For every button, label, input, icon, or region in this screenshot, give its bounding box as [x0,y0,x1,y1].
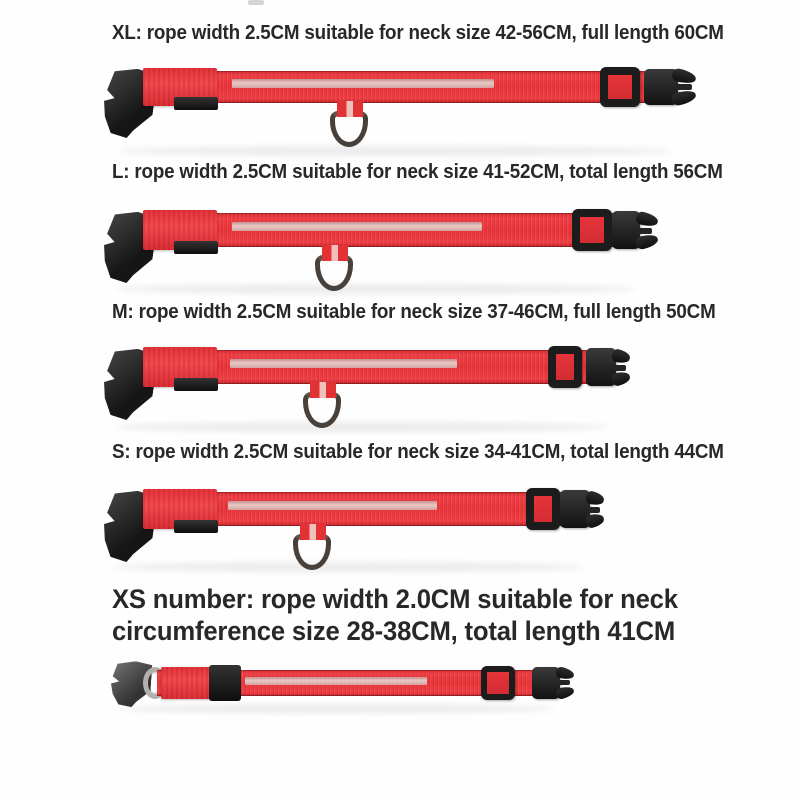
crop-artifact [248,0,264,5]
collar-photo-s [110,492,602,526]
buckle-prong-center [674,84,692,90]
buckle-prong-center [588,507,600,513]
strap-keeper [174,520,218,533]
strap-keeper [174,97,218,110]
buckle-prong [611,370,632,387]
collar-photo-xl [110,71,693,103]
collar-shadow [114,562,584,572]
size-caption-l: L: rope width 2.5CM suitable for neck size 41-52CM, total length 56CM [112,161,723,183]
size-caption-s: S: rope width 2.5CM suitable for neck size 34-41CM, total length 44CM [112,441,724,463]
reflective-strip [245,677,427,685]
buckle-prong-center [558,680,570,685]
collar-photo-m [110,350,628,384]
tri-glide-slider [526,488,560,530]
size-caption-xl: XL: rope width 2.5CM suitable for neck size 42-56CM, full length 60CM [112,22,724,44]
strap-keeper [174,378,218,391]
tri-glide-slider [481,666,515,700]
buckle-prong [585,512,606,529]
tri-glide-slider [600,67,640,107]
tri-glide-slider [548,346,582,388]
strap-keeper [209,665,241,701]
buckle-prong-center [614,365,626,371]
strap-keeper [174,241,218,254]
reflective-strip [232,222,482,231]
buckle-prong-center [638,228,652,234]
collar-shadow [116,284,636,294]
reflective-strip [230,359,457,368]
strap-wrap [161,667,215,699]
collar-photo-l [110,213,657,247]
collar-photo-xs [115,670,572,696]
collar-shadow [114,422,609,432]
d-ring-tab [322,245,348,261]
size-caption-xs-line1: XS number: rope width 2.0CM suitable for neck [112,584,678,614]
reflective-strip [232,79,494,88]
collar-shadow [118,146,673,156]
d-ring-tab [300,524,326,540]
size-caption-xs-line2: circumference size 28-38CM, total length 41CM [112,616,676,646]
size-caption-m: M: rope width 2.5CM suitable for neck size 37-46CM, full length 50CM [112,301,716,323]
collar-shadow [120,704,555,713]
d-ring-tab [337,101,363,117]
tri-glide-slider [572,209,612,251]
d-ring-tab [310,382,336,398]
reflective-strip [228,501,437,510]
